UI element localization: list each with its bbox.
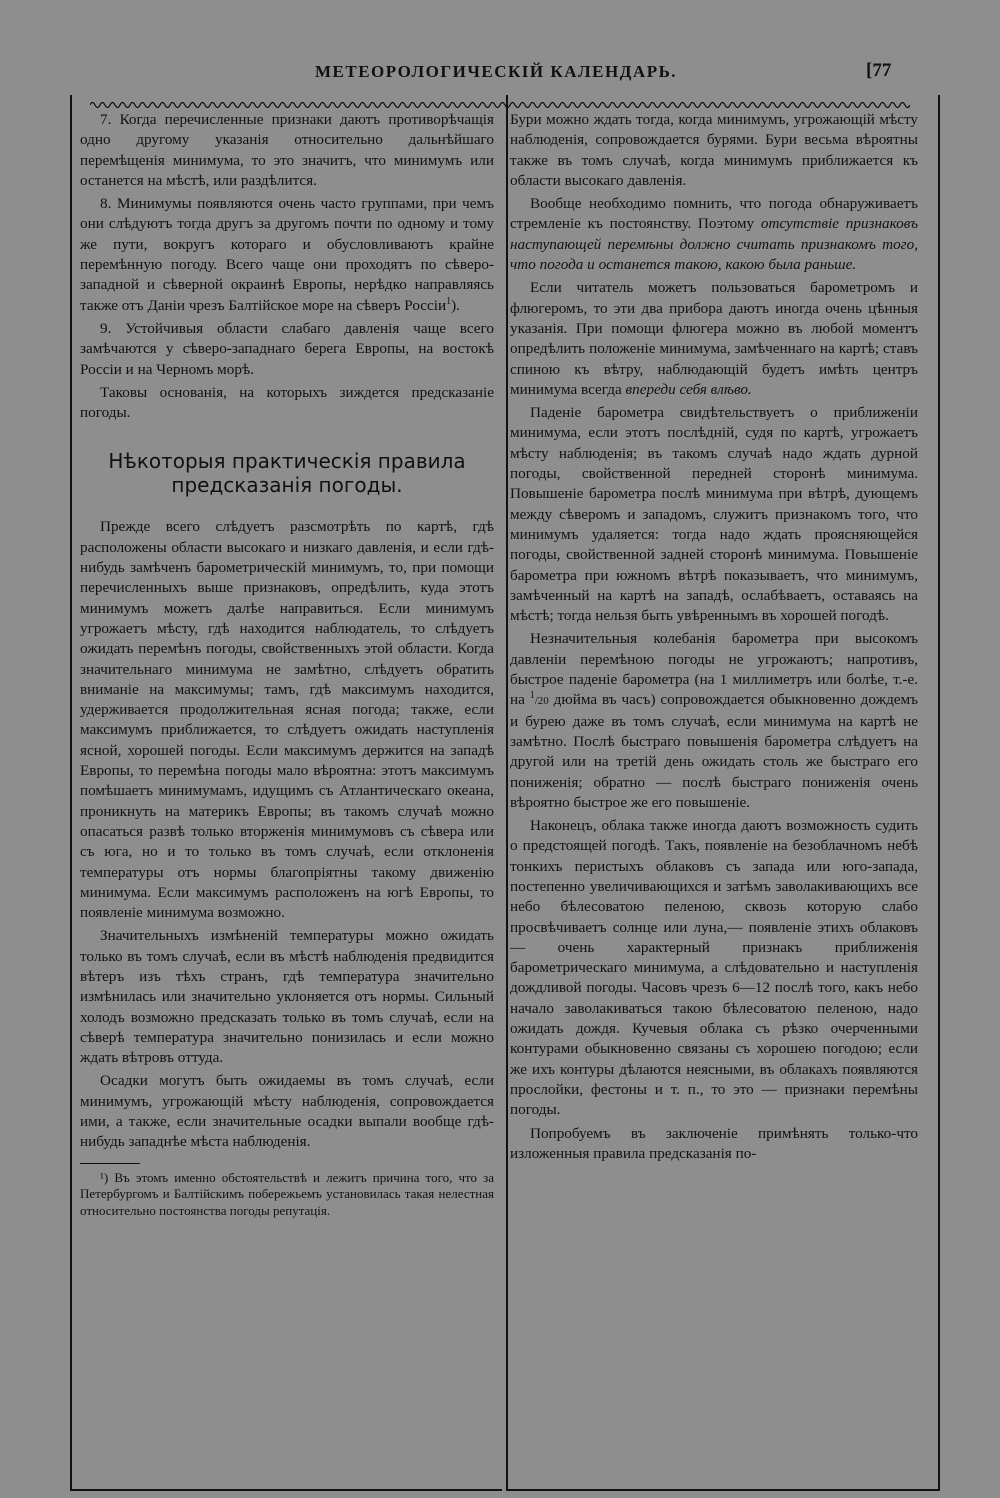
section-heading: Нѣкоторыя практическія правила предсказанія погоды.	[108, 449, 466, 498]
paragraph-maps: Прежде всего слѣдуетъ разсмотрѣть по картѣ, гдѣ расположены области высокаго и низкаго давленія, и если гдѣ-нибудь замѣченъ барометрическій минимумъ, то, при помощи перечисленныхъ выше признаковъ, опредѣлить, куда этотъ минимумъ можетъ далѣе направиться. Если минимумъ угрожаетъ мѣсту, гдѣ находится наблюдатель, то слѣдуетъ ожидать перемѣнъ погоды, свойственныхъ этой области. Когда значительнаго минимума не замѣтно, слѣдуетъ обратить вниманіе на максимумы; тамъ, гдѣ максимумъ находится, удерживается продолжительная ясная погода; также, если максимумъ приближается, то слѣдуетъ ожидать наступленія ясной, хорошей погоды. Если максимумъ держится на западѣ Европы, то перемѣна погоды мало вѣроятна: этотъ максимумъ помѣшаетъ минимумамъ, идущимъ съ Атлантическаго океана, проникнуть на материкъ Европы; въ такомъ случаѣ можно опасаться развѣ только вторженія минимумовъ съ сѣвера или съ юга, но и то только въ томъ случаѣ, если отклоненія температуры отъ нормы благопріятны такому движенію минимума. Если максимумъ расположенъ на югѣ Европы, то появленіе минимума возможно.	[80, 518, 494, 922]
paragraph-conclusion: Попробуемъ въ заключеніе примѣнять только-что изложенныя правила предсказанія по-	[510, 1124, 918, 1162]
paragraph-clouds: Наконецъ, облака также иногда даютъ возможность судить о предстоящей погодѣ. Такъ, появленіе на безоблачномъ небѣ тонкихъ перистыхъ облаковъ съ запада или юго-запада, постепенно увеличивающихся и затѣмъ заволакивающихъ все небо бѣлесоватою пеленою, сквозь которую слабо просвѣчиваетъ солнце или луна,— появленіе этихъ облаковъ— очень характерный признакъ приближенія барометрическаго минимума, а слѣдовательно и наступленія дождливой погоды. Часовъ чрезъ 6—12 послѣ того, какъ небо начало заволакиваться такою бѣлесоватою пеленою, надо ожидать дождя. Кучевыя облака съ рѣзко очерченными контурами обыкновенно связаны съ хорошею погодою; если же ихъ контуры дѣлаются неясными, въ облакахъ появляются прослойки, фестоны и т. п., то это — признаки перемѣны погоды.	[510, 817, 918, 1119]
page-header	[70, 60, 930, 100]
paragraph-storms: Бури можно ждать тогда, когда минимумъ, угрожающій мѣсту наблюденія, сопровождается бурями. Бури весьма вѣроятны также въ томъ случаѣ, когда минимумъ приближается къ области высокаго давленія.	[510, 111, 918, 189]
paragraph-persistence: Вообще необходимо помнить, что погода обнаруживаетъ стремленіе къ постоянству. Поэтому отсутствіе признаковъ наступающей перемѣны должно считать признакомъ того, что погода и останется такою, какою была раньше.	[510, 195, 918, 274]
page-number: [77	[866, 60, 892, 81]
paragraph-summary: Таковы основанія, на которыхъ зиждется предсказаніе погоды.	[80, 383, 494, 422]
paragraph-7: 7. Когда перечисленные признаки даютъ противорѣчащія одно другому указанія относительно дальнѣйшаго перемѣщенія минимума, то это значитъ, что минимумъ или останется на мѣстѣ, или раздѣлится.	[80, 111, 494, 189]
left-column	[80, 110, 494, 1219]
footnote: ¹) Въ этомъ именно обстоятельствѣ и лежитъ причина того, что за Петербургомъ и Балтійскимъ побережьемъ установилась такая нелестная относительно постоянства погоды репутація.	[80, 1169, 495, 1218]
paragraph-precipitation: Осадки могутъ быть ожидаемы въ томъ случаѣ, если минимумъ, угрожающій мѣсту наблюденія, сопровождается ими, а также, если значительные осадки выпали вообще гдѣ-нибудь западнѣе мѣста наблюденія.	[80, 1072, 494, 1151]
paragraph-fluctuations: Незначительныя колебанія барометра при высокомъ давленіи перемѣною погоды не угрожаютъ; напротивъ, быстрое паденіе барометра (на 1 миллиметръ или болѣе, т.-е. на $^1$/20 дюйма въ часъ) сопровождается обыкновенно дождемъ и бурею даже въ томъ случаѣ, если минимума на картѣ не замѣтно. Послѣ быстраго повышенія барометра слѣдуетъ на другой или на третій день ожидать столь же быстраго его пониженія; обратно — послѣ быстраго пониженія очень вѣроятно быстрое же его повышеніе.	[510, 630, 918, 811]
paragraph-temperature: Значительныхъ измѣненій температуры можно ожидать только въ томъ случаѣ, если въ мѣстѣ наблюденія предвидится вѣтеръ изъ тѣхъ странъ, гдѣ температура значительно измѣнилась или значительно уклоняется отъ нормы. Сильный холодъ возможно предсказать только въ томъ случаѣ, если на сѣверѣ температура значительно понизилась и если можно ждать вѣтровъ оттуда.	[80, 927, 494, 1067]
footnote-divider	[80, 1163, 140, 1164]
footnote-ref: 1	[446, 295, 452, 307]
paragraph-8: 8. Минимумы появляются очень часто группами, при чемъ они слѣдуютъ тогда другъ за другомъ почти по одному и тому же пути, вокругъ котораго и обусловливаютъ крайне перемѣнную погоду. Всего чаще они проходятъ по сѣверо-западной и сѣверной окраинѣ Европы, нерѣдко направляясь также отъ Даніи чрезъ Балтійское море на сѣверъ Россіи$^1$).	[80, 195, 494, 314]
right-column	[510, 110, 918, 1167]
paragraph-9: 9. Устойчивыя области слабаго давленія чаще всего замѣчаются у сѣверо-западнаго берега Европы, на востокѣ Россіи и на Черномъ морѣ.	[80, 319, 494, 378]
paragraph-pressure-fall: Паденіе барометра свидѣтельствуетъ о приближеніи минимума, если этотъ послѣдній, судя по картѣ, угрожаетъ мѣсту наблюденія; въ такомъ случаѣ надо ждать дурной погоды, свойственной передней сторонѣ минимума. Повышеніе барометра послѣ минимума при вѣтрѣ, дующемъ между сѣверомъ и западомъ, служитъ признакомъ того, что минимумъ удаляется: тогда надо ждать проясняющейся погоды, свойственной задней сторонѣ минимума. Повышеніе барометра при южномъ вѣтрѣ показываетъ, что минимумъ, замѣченный на картѣ на западѣ, ослабѣваетъ, оставаясь на мѣстѣ; тогда нельзя быть увѣреннымъ въ хорошей погодѣ.	[510, 404, 918, 625]
running-title: МЕТЕОРОЛОГИЧЕСКІЙ КАЛЕНДАРЬ.	[315, 62, 678, 81]
paragraph-barometer: Если читатель можетъ пользоваться барометромъ и флюгеромъ, то эти два прибора даютъ иногда очень цѣнныя указанія. При помощи флюгера можно въ любой моментъ опредѣлить положеніе минимума, замѣченнаго на картѣ; ставъ спиною къ вѣтру, наблюдающій будетъ имѣть центръ минимума всегда впереди себя влѣво.	[510, 279, 918, 398]
